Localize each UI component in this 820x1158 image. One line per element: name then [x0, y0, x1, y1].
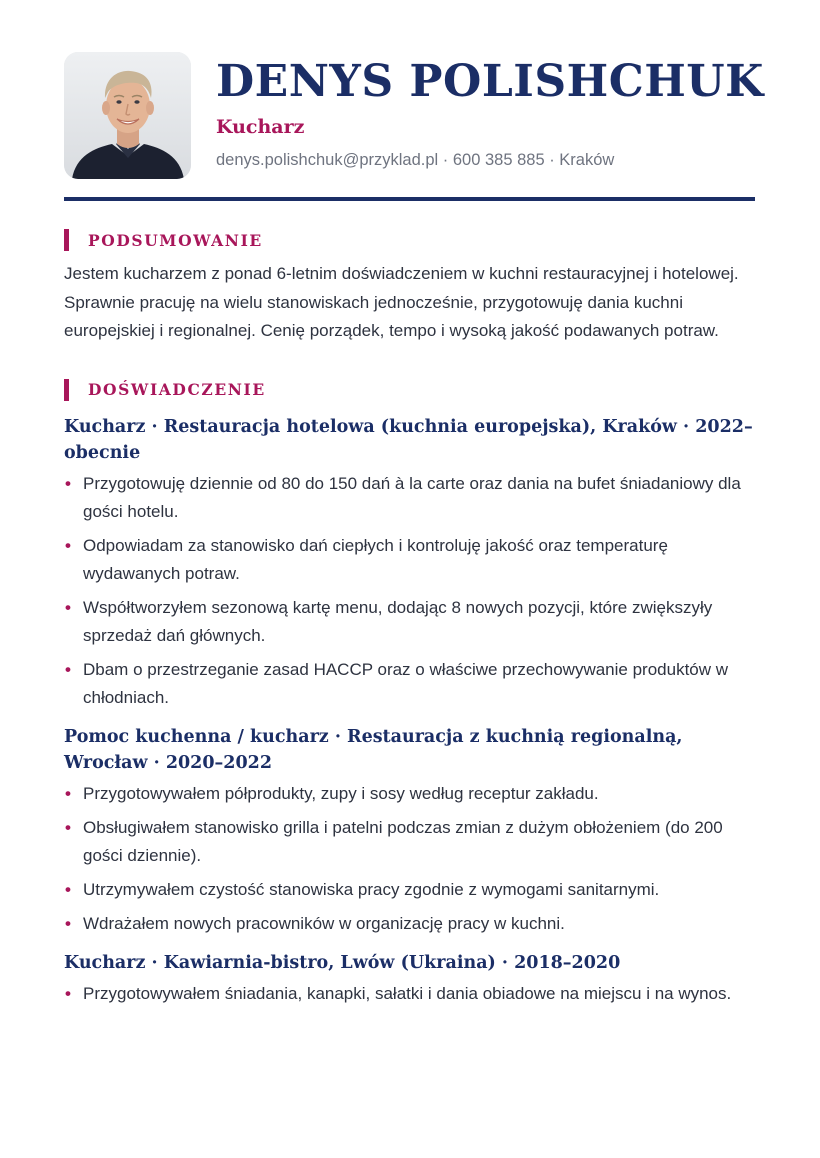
list-item [64, 594, 755, 650]
job-role: Kucharz [216, 116, 305, 138]
job-entry [64, 414, 755, 712]
job-bullets [64, 470, 755, 712]
bullet-dot-icon: • [65, 473, 71, 493]
bullet-text: Przygotowuję dziennie od 80 do 150 dań à la carte oraz dania na bufet śniadaniowy dla gości hotelu. [83, 473, 741, 521]
bullet-text: Współtworzyłem sezonową kartę menu, dodając 8 nowych pozycji, które zwiększyły sprzedaż dań głównych. [83, 597, 713, 645]
bullet-text: Przygotowywałem śniadania, kanapki, sałatki i dania obiadowe na miejscu i na wynos. [83, 983, 732, 1003]
summary-heading [64, 228, 755, 252]
header-divider [64, 197, 755, 201]
experience-heading [64, 378, 755, 402]
bullet-dot-icon: • [65, 535, 71, 555]
summary-heading-label: PODSUMOWANIE [88, 230, 263, 250]
job-bullets [64, 980, 755, 1008]
list-item [64, 470, 755, 526]
list-item [64, 876, 755, 904]
experience-heading-label: DOŚWIADCZENIE [88, 380, 266, 399]
bullet-dot-icon: • [65, 817, 71, 837]
candidate-name: DENYS POLISHCHUK [216, 56, 764, 107]
portrait-image [64, 52, 191, 179]
bullet-text: Przygotowywałem półprodukty, zupy i sosy według receptur zakładu. [83, 783, 599, 803]
job-bullets [64, 780, 755, 938]
contact-line: denys.polishchuk@przyklad.pl · 600 385 885 · Kraków [216, 151, 615, 169]
bullet-dot-icon: • [65, 913, 71, 933]
portrait-photo [64, 52, 191, 179]
bullet-text: Dbam o przestrzeganie zasad HACCP oraz o właściwe przechowywanie produktów w chłodniach. [83, 659, 729, 707]
resume-body [64, 228, 755, 1014]
list-item [64, 532, 755, 588]
bullet-text: Wdrażałem nowych pracowników w organizację pracy w kuchni. [83, 913, 565, 933]
section-accent-bar [64, 229, 69, 251]
list-item [64, 814, 755, 870]
bullet-text: Utrzymywałem czystość stanowiska pracy zgodnie z wymogami sanitarnymi. [83, 879, 660, 899]
summary-text: Jestem kucharzem z ponad 6-letnim doświadczeniem w kuchni restauracyjnej i hotelowej. Sprawnie pracuję na wielu stanowiskach jednocześnie, przygotowuję dania kuchni europejskiej i regionalnej. Cenię porządek, tempo i wysoką jakość podawanych potraw. [64, 264, 739, 340]
list-item [64, 656, 755, 712]
job-title: Kucharz · Kawiarnia-bistro, Lwów (Ukraina) · 2018–2020 [64, 952, 621, 973]
bullet-dot-icon: • [65, 879, 71, 899]
bullet-dot-icon: • [65, 597, 71, 617]
bullet-dot-icon: • [65, 659, 71, 679]
job-title: Kucharz · Restauracja hotelowa (kuchnia europejska), Kraków · 2022–obecnie [64, 416, 753, 463]
bullet-dot-icon: • [65, 983, 71, 1003]
job-entry [64, 724, 755, 938]
list-item [64, 780, 755, 808]
job-title: Pomoc kuchenna / kucharz · Restauracja z kuchnią regionalną, Wrocław · 2020–2022 [64, 726, 683, 773]
list-item [64, 980, 755, 1008]
job-entry [64, 950, 755, 1008]
bullet-text: Odpowiadam za stanowisko dań ciepłych i kontroluję jakość oraz temperaturę wydawanych potraw. [83, 535, 668, 583]
list-item [64, 910, 755, 938]
bullet-dot-icon: • [65, 783, 71, 803]
section-accent-bar [64, 379, 69, 401]
bullet-text: Obsługiwałem stanowisko grilla i patelni podczas zmian z dużym obłożeniem (do 200 gości dziennie). [83, 817, 723, 865]
